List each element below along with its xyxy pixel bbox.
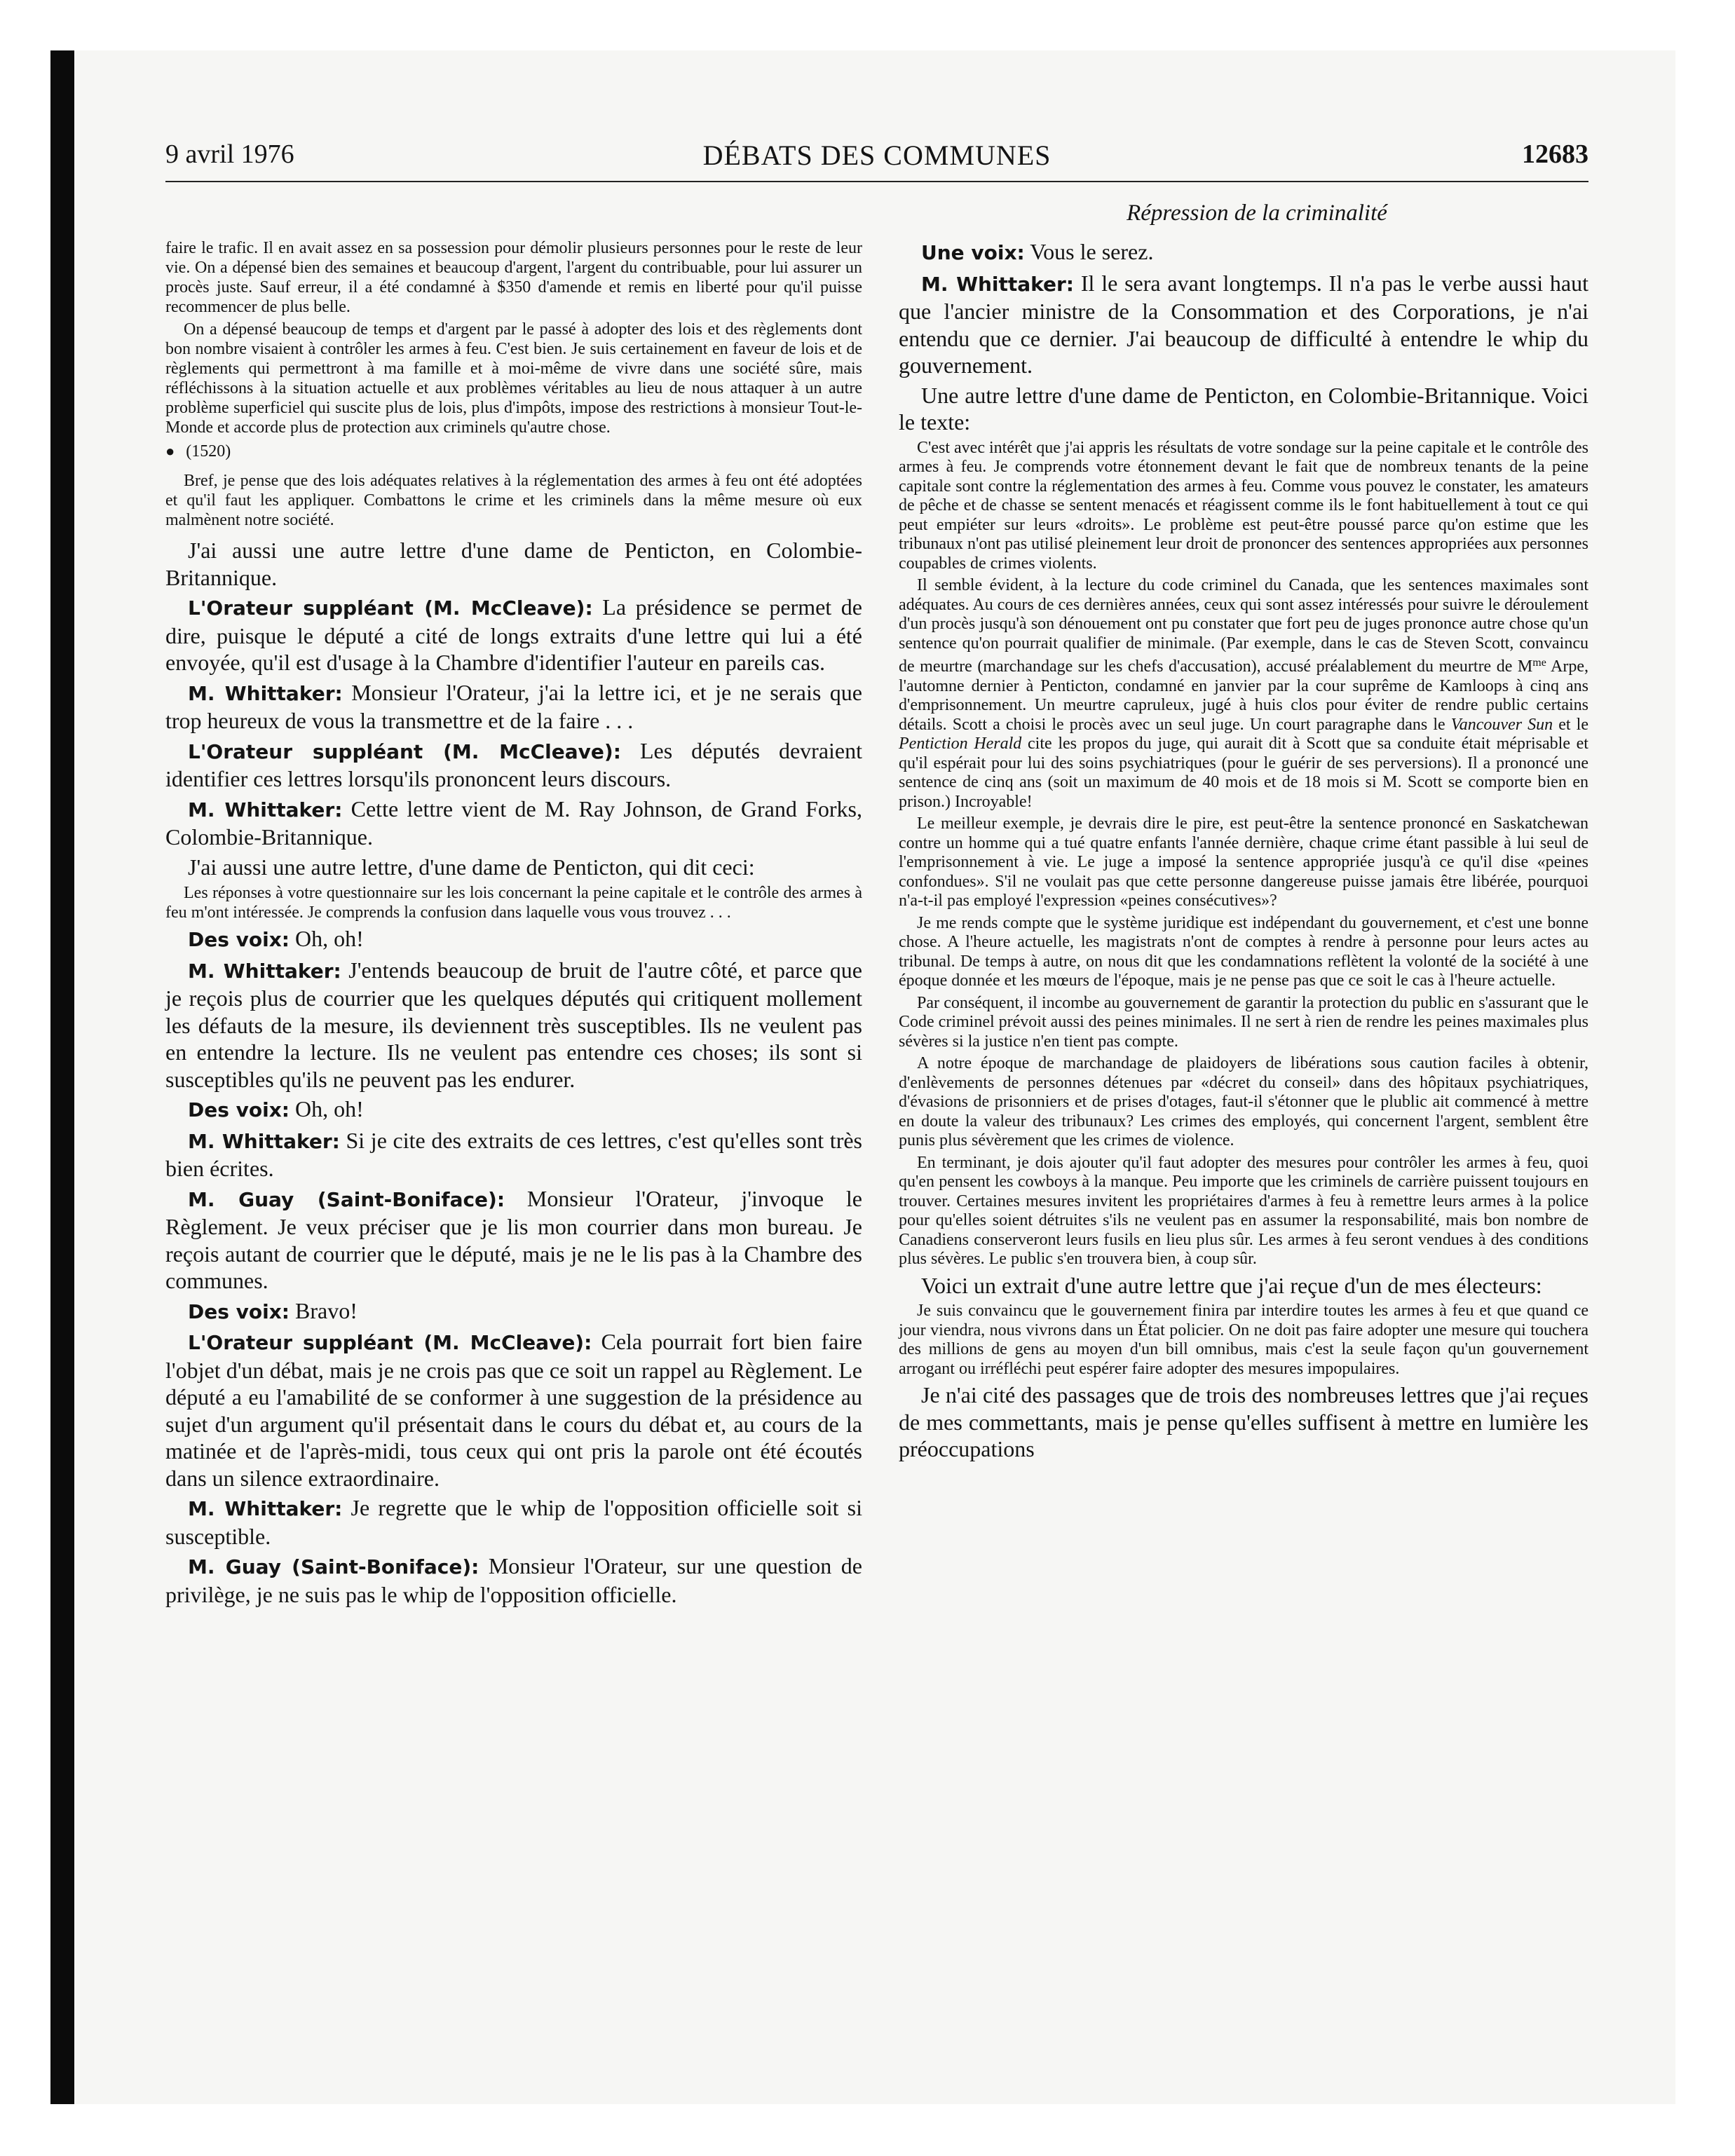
quoted-paragraph: Par conséquent, il incombe au gouvernement de garantir la protection du public en s'assurant que le Code criminel prévoit aussi des peines minimales. Il ne sert à rien de rendre les peines maximales plus sévères si la justice n'en tient pas compte. bbox=[899, 993, 1588, 1051]
quoted-paragraph: Je suis convaincu que le gouvernement finira par interdire toutes les armes à feu et que quand ce jour viendra, nous vivrons dans un État policier. On ne doit pas faire adopter une mesure qui touchera des millions de gens au moyen d'un bill omnibus, mais c'est la seule façon qu'un gouvernement arrogant ou irréfléchi peut espérer faire adopter des mesures impopulaires. bbox=[899, 1302, 1588, 1378]
speech-paragraph bbox=[165, 1297, 862, 1326]
header-title: DÉBATS DES COMMUNES bbox=[702, 139, 1052, 171]
quoted-paragraph: A notre époque de marchandage de plaidoyers de libérations sous caution faciles à obtenir, d'enlèvements de personnes détenues par «décret du conseil» dans des hôpitaux psychiatriques, d'évasions de prisonniers et de prises d'otages, faut-il s'étonner que le plublic ait commencé à mettre en doute la valeur des tribunaux? Les crimes des employés, qui concernent l'argent, semblent être punis plus sévèrement que les crimes de violence. bbox=[899, 1054, 1588, 1149]
publication-title: Pentiction Herald bbox=[899, 735, 1022, 753]
speech-paragraph bbox=[165, 679, 862, 735]
quoted-paragraph bbox=[899, 576, 1588, 812]
speaker-name: Des voix: bbox=[188, 928, 290, 951]
speech-paragraph bbox=[165, 957, 862, 1093]
page-header bbox=[165, 139, 1588, 181]
quoted-paragraph: En terminant, je dois ajouter qu'il faut adopter des mesures pour contrôler les armes à feu, quoi qu'en pensent les cowboys à la manque. Peu importe que les criminels de carrière puissent toujours en trouver. Certaines mesures invitent les propriétaires d'armes à feu à remettre leurs armes à la police pour qu'elles soient détruites s'ils ne veulent pas en assumer la responsabilité, mais bon nombre de Canadiens conserveront leurs fusils en lieu plus sûr. Les armes à feu seront vendues à des conditions plus sévères. Le public s'en trouvera bien, à coup sûr. bbox=[899, 1153, 1588, 1268]
speech-paragraph bbox=[165, 1328, 862, 1492]
speech-paragraph bbox=[165, 1096, 862, 1124]
speech-text: La présidence se permet de dire, puisque le député a cité de longs extraits d'une lettre qui lui a été envoyée, qu'il est d'usage à la Chambre d'identifier l'auteur en pareils cas. bbox=[165, 594, 863, 675]
running-head: Répression de la criminalité bbox=[1127, 200, 1387, 226]
quoted-paragraph: Je me rends compte que le système juridique est indépendant du gouvernement, et c'est une bonne chose. A l'heure actuelle, les magistrats n'ont de comptes à rendre à personne pour leurs actes au tribunal. De temps à autre, on nous dit que les condamnations reflètent la volonté de la société à une époque donnée et les mœurs de l'époque, mais je ne pense pas que ce soit le cas à l'heure actuelle. bbox=[899, 913, 1588, 990]
quote-text: et le bbox=[1553, 715, 1588, 734]
speaker-name: Des voix: bbox=[188, 1098, 290, 1121]
speech-paragraph bbox=[165, 737, 862, 793]
speech-text: Cela pourrait fort bien faire l'objet d'un débat, mais je ne crois pas que ce soit un rappel au Règlement. Le député a eu l'amabilité de se conformer à une suggestion de la présidence au sujet d'un argument qu'il présentait dans le cours du débat et, au cours de la matinée et de l'après-midi, tous ceux qui ont pris la parole ont été écoutés dans un silence extraordinaire. bbox=[165, 1329, 863, 1491]
speech-text: J'entends beaucoup de bruit de l'autre côté, et parce que je reçois plus de courrier que les quelques députés qui critiquent mollement les défauts de la mesure, ils deviennent très susceptibles. Ils ne veulent pas en entendre la lecture. Ils ne veulent pas entendre ces choses; ils sont si susceptibles qu'ils ne peuvent pas les endurer. bbox=[165, 957, 862, 1092]
header-rule bbox=[165, 181, 1588, 182]
speaker-name: L'Orateur suppléant (M. McCleave): bbox=[188, 1331, 592, 1354]
speech-paragraph bbox=[165, 796, 862, 851]
quote-text: cite les propos du juge, qui aurait dit à Scott que sa conduite était méprisable et qu'il espérait pour lui des soins psychiatriques (pour le guérir de ses perversions). Il a prononcé une sentence de cinq ans (soit un maximum de 40 mois et de 18 mois si M. Scott se comporte bien en prison.) Incroyable! bbox=[899, 735, 1588, 811]
speaker-name: M. Whittaker: bbox=[188, 1129, 340, 1153]
bullet-icon: ● bbox=[165, 442, 175, 460]
quoted-paragraph: Le meilleur exemple, je devrais dire le pire, est peut-être la sentence prononcé en Saskatchewan contre un homme qui a tué quatre enfants l'année dernière, chaque crime étant passible à lui seul de l'emprisonnement à vie. Le juge a imposé la sentence appropriée jusqu'à ce qu'il dise «peines confondues». S'il ne voulait pas que cette personne dangereuse puisse jamais être libérée, pourquoi n'a-t-il pas employé l'expression «peines consécutives»? bbox=[899, 814, 1588, 910]
speech-text: Il le sera avant longtemps. Il n'a pas le verbe aussi haut que l'ancier ministre de la Consommation et des Corporations, je n'ai entendu que ce dernier. J'ai beaucoup de difficulté à entendre le whip du gouvernement. bbox=[899, 270, 1588, 378]
speech-text: Monsieur l'Orateur, sur une question de privilège, je ne suis pas le whip de l'opposition officielle. bbox=[165, 1553, 862, 1607]
speech-paragraph bbox=[165, 1185, 862, 1295]
header-page-number: 12683 bbox=[1522, 139, 1588, 169]
speech-text: Bravo! bbox=[290, 1297, 358, 1323]
speech-paragraph: Voici un extrait d'une autre lettre que j'ai reçue d'un de mes électeurs: bbox=[921, 1272, 1542, 1298]
quoted-paragraph: C'est avec intérêt que j'ai appris les résultats de votre sondage sur la peine capitale et le contrôle des armes à feu. Je comprends votre étonnement devant le fait que de nombreux tenants de la peine capitale sont contre la réglementation des armes à feu. Comme vous pouvez le constater, les amateurs de pêche et de chasse se sentent menacés et réagissent comme ils le font habituellement à tout ce qui peut empiéter sur leurs «droits». Le problème est peut-être poussé parce qu'on estime que les tribunaux n'ont pas utilisé pleinement leur droit de prononcer des sentences appropriées aux personnes coupables de crimes violents. bbox=[899, 438, 1588, 573]
speaker-name: M. Whittaker: bbox=[188, 681, 343, 705]
speech-paragraph bbox=[165, 1127, 862, 1182]
speaker-name: M. Whittaker: bbox=[921, 272, 1075, 296]
speaker-name: M. Whittaker: bbox=[188, 798, 343, 821]
quoted-paragraph: faire le trafic. Il en avait assez en sa possession pour démolir plusieurs personnes pour le reste de leur vie. On a dépensé bien des semaines et beaucoup d'argent, l'argent du contribuable, pour lui assurer un procès juste. Sauf erreur, il a été condamné à $350 d'amende et remis en liberté pour qu'il puisse recommencer de plus belle. bbox=[165, 239, 862, 316]
speech-paragraph bbox=[899, 270, 1588, 379]
speaker-name: M. Whittaker: bbox=[188, 1497, 343, 1520]
speech-text: Vous le serez. bbox=[1024, 239, 1154, 264]
speech-text: Si je cite des extraits de ces lettres, c'est qu'elles sont très bien écrites. bbox=[165, 1127, 863, 1181]
speech-paragraph bbox=[165, 1553, 862, 1608]
quoted-paragraph: Les réponses à votre questionnaire sur les lois concernant la peine capitale et le contrôle des armes à feu m'ont intéressée. Je comprends la confusion dans laquelle vous vous trouvez . . . bbox=[165, 884, 862, 922]
speech-text: Cette lettre vient de M. Ray Johnson, de Grand Forks, Colombie-Britannique. bbox=[165, 796, 863, 850]
scan-binding-edge bbox=[50, 50, 74, 2104]
speech-text: Oh, oh! bbox=[290, 1096, 364, 1121]
speaker-name: Des voix: bbox=[188, 1299, 290, 1323]
speech-paragraph: Une autre lettre d'une dame de Penticton, en Colombie-Britannique. Voici le texte: bbox=[899, 382, 1588, 435]
speech-paragraph bbox=[165, 1494, 862, 1550]
speaker-name: M. Whittaker: bbox=[188, 959, 341, 983]
speaker-name: M. Guay (Saint-Boniface): bbox=[188, 1187, 505, 1211]
superscript: me bbox=[1532, 657, 1546, 669]
quote-text: Arpe, l'automne dernier à Penticton, condamné en janvier par la cour suprême de Kamloops à cinq ans d'emprisonnement. Un meurtre capruleux, jugé à huis clos pour éviter de rendre public certains détails. Scott a choisi le procès avec un seul juge. Un court paragraphe dans le bbox=[899, 657, 1588, 734]
speech-paragraph bbox=[165, 594, 862, 676]
speech-text: Oh, oh! bbox=[290, 926, 364, 951]
timestamp bbox=[165, 442, 862, 461]
speech-text: Les députés devraient identifier ces lettres lorsqu'ils prononcent leurs discours. bbox=[165, 737, 863, 791]
header-date: 9 avril 1976 bbox=[165, 139, 294, 169]
speech-paragraph bbox=[899, 238, 1588, 267]
speaker-name: M. Guay (Saint-Boniface): bbox=[188, 1555, 479, 1578]
timestamp-text: (1520) bbox=[186, 442, 231, 460]
speech-text: Je regrette que le whip de l'opposition officielle soit si susceptible. bbox=[165, 1495, 863, 1549]
publication-title: Vancouver Sun bbox=[1450, 715, 1553, 734]
quote-text: Il semble évident, à la lecture du code criminel du Canada, que les sentences maximales sont adéquates. Au cours de ces dernières années, ceux qui sont assez intéressés pour suivre le déroulement d'un procès jusqu'à son dénouement ont pu constater que fort peu de juges prononce autre chose qu'un sentence qu'on pourrait qualifier de minimale. (Par exemple, dans le cas de Steven Scott, convaincu de meurtre (marchandage sur les chefs d'accusation), accusé préalablement du meurtre de M bbox=[899, 576, 1588, 676]
speaker-name: Une voix: bbox=[921, 241, 1025, 264]
speaker-name: L'Orateur suppléant (M. McCleave): bbox=[188, 596, 593, 620]
quoted-paragraph: On a dépensé beaucoup de temps et d'argent par le passé à adopter des lois et des règlements dont bon nombre visaient à contrôler les armes à feu. C'est bien. Je suis certainement en faveur de lois et de règlements qui permettront à ma famille et à moi-même de vivre dans une société sûre, mais réfléchissons à la situation actuelle et aux problèmes véritables au lieu de nous attaquer à un autre problème superficiel qui suscite plus de lois, plus d'impôts, impose des restrictions à monsieur Tout-le-Monde et accorde plus de protection aux criminels qu'autre chose. bbox=[165, 320, 862, 437]
quoted-paragraph: Bref, je pense que des lois adéquates relatives à la réglementation des armes à feu ont été adoptées et qu'il faut les appliquer. Combattons le crime et les criminels dans la même mesure où eux malmènent notre société. bbox=[165, 472, 862, 529]
speaker-name: L'Orateur suppléant (M. McCleave): bbox=[188, 739, 621, 763]
speech-text: Monsieur l'Orateur, j'ai la lettre ici, et je ne serais que trop heureux de vous la transmettre et de la faire . . . bbox=[165, 679, 862, 733]
speech-text: Monsieur l'Orateur, j'invoque le Règlement. Je veux préciser que je lis mon courrier dans mon bureau. Je reçois autant de courrier que le député, mais je ne le lis pas à la Chambre des communes. bbox=[165, 1185, 863, 1293]
speech-paragraph: J'ai aussi une autre lettre d'une dame de Penticton, en Colombie-Britannique. bbox=[165, 538, 862, 590]
right-column bbox=[899, 238, 1588, 1466]
speech-paragraph: J'ai aussi une autre lettre, d'une dame de Penticton, qui dit ceci: bbox=[188, 854, 755, 880]
left-column bbox=[165, 238, 862, 1611]
speech-paragraph bbox=[165, 925, 862, 954]
speech-paragraph: Je n'ai cité des passages que de trois des nombreuses lettres que j'ai reçues de mes commettants, mais je pense qu'elles suffisent à mettre en lumière les préoccupations bbox=[899, 1382, 1588, 1461]
